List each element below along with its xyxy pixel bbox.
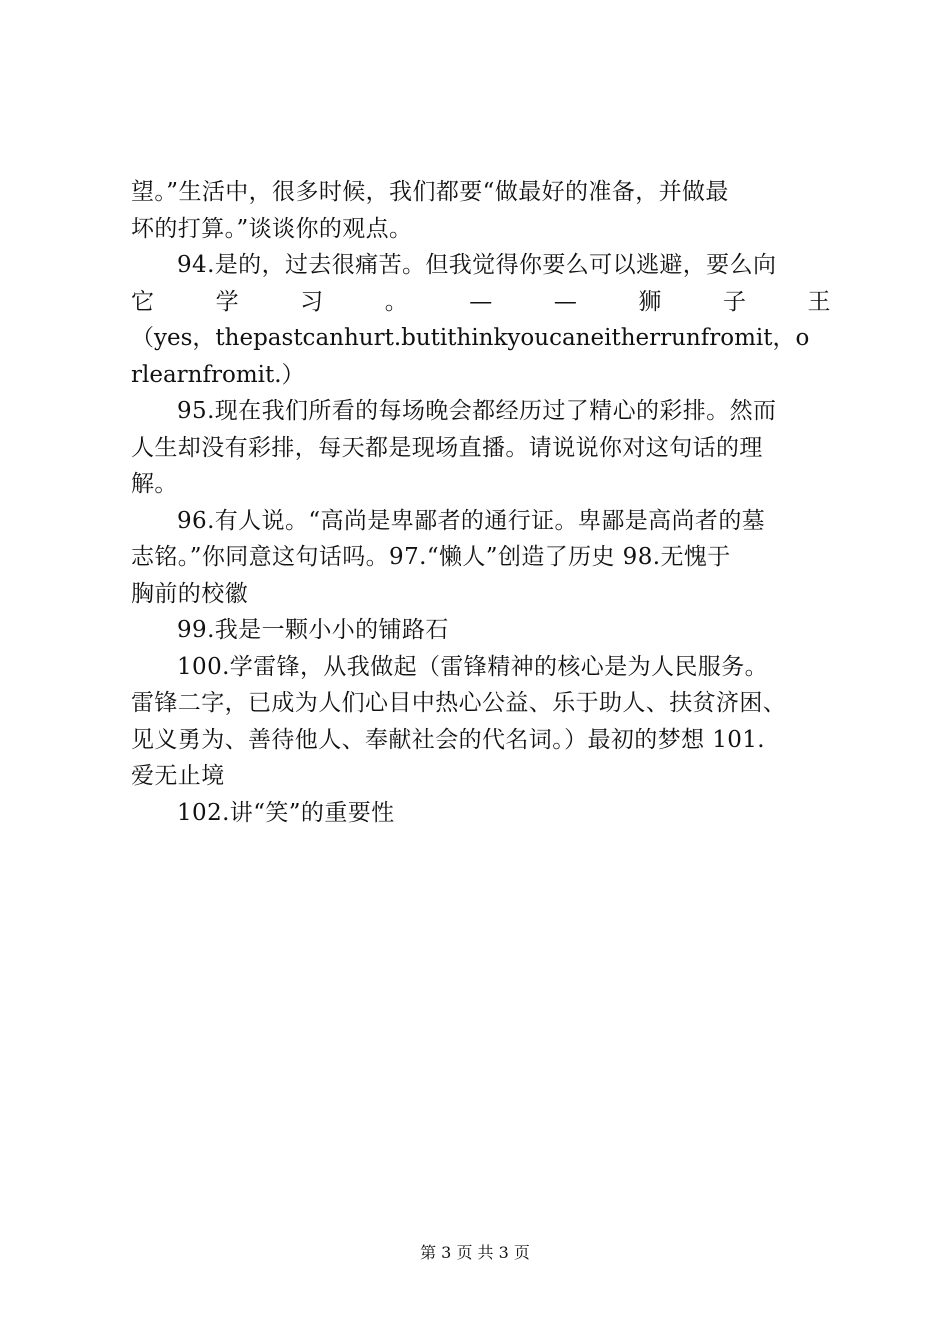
item-100-line: 100.学雷锋，从我做起（雷锋精神的核心是为人民服务。 (177, 653, 769, 680)
page-number-label: 第 3 页 共 3 页 (420, 1243, 530, 1262)
justified-char: 学 (215, 288, 239, 315)
quote-english-line: （yes，thepastcanhurt.butithinkyoucaneitherrunfromit，o (131, 325, 810, 351)
item-102-line: 102.讲“笑”的重要性 (177, 799, 395, 826)
document-body (131, 174, 831, 831)
item-96-line: 96.有人说。“高尚是卑鄙者的通行证。卑鄙是高尚者的墓 (177, 507, 766, 534)
justified-char: — (553, 288, 578, 315)
text-line: 爱无止境 (131, 763, 225, 789)
justified-char: — (469, 288, 493, 315)
justified-char: 习 (300, 288, 324, 315)
text-line: 胸前的校徽 (131, 580, 248, 607)
page-footer (0, 1243, 950, 1263)
justified-char: 它 (131, 288, 155, 315)
item-94-line: 94.是的，过去很痛苦。但我觉得你要么可以逃避，要么向 (177, 252, 777, 278)
justified-char: 子 (722, 288, 747, 315)
text-line: 雷锋二字，已成为人们心目中热心公益、乐于助人、扶贫济困、 (131, 690, 787, 716)
justified-char: 狮 (638, 288, 662, 315)
text-line: 坏的打算。”谈谈你的观点。 (131, 215, 413, 242)
text-line: 志铭。”你同意这句话吗。97.“懒人”创造了历史 98.无愧于 (131, 544, 731, 570)
item-95-line: 95.现在我们所看的每场晚会都经历过了精心的彩排。然而 (177, 398, 777, 424)
justified-line (131, 284, 831, 321)
justified-char: 王 (807, 288, 831, 315)
quote-english-line: rlearnfromit.） (131, 361, 305, 388)
text-line: 见义勇为、善待他人、奉献社会的代名词。）最初的梦想 101. (131, 726, 766, 753)
text-line: 人生却没有彩排，每天都是现场直播。请说说你对这句话的理 (131, 434, 763, 461)
text-line: 望。”生活中，很多时候，我们都要“做最好的准备，并做最 (131, 179, 729, 205)
item-99-line: 99.我是一颗小小的铺路石 (177, 617, 449, 643)
text-line: 解。 (131, 471, 178, 497)
justified-char: 。 (384, 288, 409, 315)
